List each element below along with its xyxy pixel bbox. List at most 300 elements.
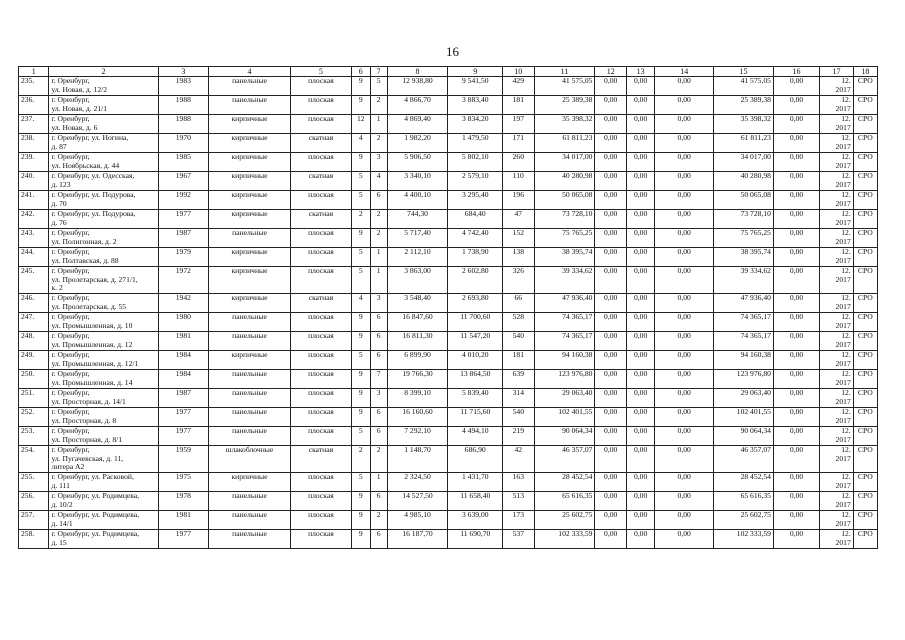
cost-col-15-cell: 39 334,62: [714, 267, 774, 294]
cost-col-13-cell: 0,00: [626, 492, 654, 511]
roof-type-cell: плоская: [290, 96, 351, 115]
address-line: г. Оренбург,: [51, 247, 90, 256]
floors-cell: 5: [351, 191, 370, 210]
date-year: 2017: [835, 320, 851, 330]
floors-cell: 9: [351, 153, 370, 172]
planned-date-cell: [820, 370, 854, 389]
planned-date-cell: [820, 332, 854, 351]
date-year: 2017: [835, 499, 851, 509]
column-header-15: 15: [714, 67, 774, 77]
total-area-cell: 16 160,60: [387, 408, 448, 427]
cost-col-15-cell: 90 064,34: [714, 427, 774, 446]
residents-cell: 540: [503, 408, 535, 427]
method-cell: СРО: [853, 530, 877, 549]
cost-col-12-cell: 0,00: [595, 210, 627, 229]
address-line: литера А2: [51, 462, 85, 472]
total-area-cell: 16 187,70: [387, 530, 448, 549]
residents-cell: 513: [503, 492, 535, 511]
living-area-cell: 1 479,50: [448, 134, 503, 153]
total-cost-cell: 90 064,34: [534, 427, 595, 446]
cost-col-13-cell: 0,00: [626, 172, 654, 191]
year-built-cell: 1984: [158, 370, 208, 389]
row-number-cell: 257.: [19, 511, 49, 530]
date-month: 12.: [841, 426, 851, 435]
address-cell: [49, 351, 158, 370]
address-cell: [49, 248, 158, 267]
address-cell: [49, 530, 158, 549]
table-row: [19, 408, 878, 427]
wall-material-cell: кирпичные: [209, 248, 291, 267]
total-area-cell: 3 863,00: [387, 267, 448, 294]
wall-material-cell: панельные: [209, 313, 291, 332]
row-number-cell: 239.: [19, 153, 49, 172]
total-area-cell: 4 866,70: [387, 96, 448, 115]
residents-cell: 163: [503, 473, 535, 492]
year-built-cell: 1987: [158, 229, 208, 248]
entrances-cell: 2: [370, 511, 387, 530]
cost-col-15-cell: 25 602,75: [714, 511, 774, 530]
living-area-cell: 1 738,90: [448, 248, 503, 267]
residents-cell: 528: [503, 313, 535, 332]
living-area-cell: 3 834,20: [448, 115, 503, 134]
residents-cell: 540: [503, 332, 535, 351]
row-number-cell: 246.: [19, 294, 49, 313]
column-header-9: 9: [448, 67, 503, 77]
cost-col-15-cell: 25 389,38: [714, 96, 774, 115]
cost-col-14-cell: 0,00: [655, 267, 714, 294]
cost-col-16-cell: 0,00: [773, 427, 819, 446]
living-area-cell: 686,90: [448, 446, 503, 473]
floors-cell: 9: [351, 77, 370, 96]
total-area-cell: 8 399,10: [387, 389, 448, 408]
roof-type-cell: плоская: [290, 313, 351, 332]
address-line: ул. Промышленная, д. 14: [51, 377, 133, 387]
method-cell: СРО: [853, 389, 877, 408]
roof-type-cell: плоская: [290, 492, 351, 511]
total-cost-cell: 40 280,98: [534, 172, 595, 191]
total-cost-cell: 35 398,32: [534, 115, 595, 134]
total-cost-cell: 61 811,23: [534, 134, 595, 153]
cost-col-15-cell: 46 357,07: [714, 446, 774, 473]
table-row: [19, 313, 878, 332]
cost-col-14-cell: 0,00: [655, 77, 714, 96]
date-month: 12.: [841, 95, 851, 104]
address-line: д. 70: [51, 198, 67, 208]
floors-cell: 9: [351, 530, 370, 549]
planned-date-cell: [820, 191, 854, 210]
column-header-5: 5: [290, 67, 351, 77]
cost-col-12-cell: 0,00: [595, 172, 627, 191]
planned-date-cell: [820, 248, 854, 267]
address-line: ул. Полтавская, д. 88: [51, 255, 119, 265]
total-cost-cell: 34 017,00: [534, 153, 595, 172]
cost-col-14-cell: 0,00: [655, 530, 714, 549]
address-line: г. Оренбург,: [51, 114, 90, 123]
column-header-2: 2: [49, 67, 158, 77]
floors-cell: 5: [351, 427, 370, 446]
date-year: 2017: [835, 122, 851, 132]
total-cost-cell: 102 401,55: [534, 408, 595, 427]
date-month: 12.: [841, 247, 851, 256]
total-cost-cell: 29 063,40: [534, 389, 595, 408]
address-cell: [49, 332, 158, 351]
entrances-cell: 4: [370, 172, 387, 191]
year-built-cell: 1977: [158, 408, 208, 427]
date-month: 12.: [841, 529, 851, 538]
cost-col-12-cell: 0,00: [595, 77, 627, 96]
wall-material-cell: кирпичные: [209, 172, 291, 191]
method-cell: СРО: [853, 511, 877, 530]
address-line: г. Оренбург,: [51, 228, 90, 237]
roof-type-cell: плоская: [290, 248, 351, 267]
cost-col-13-cell: 0,00: [626, 248, 654, 267]
cost-col-15-cell: 50 065,08: [714, 191, 774, 210]
cost-col-12-cell: 0,00: [595, 153, 627, 172]
column-header-16: 16: [773, 67, 819, 77]
cost-col-16-cell: 0,00: [773, 248, 819, 267]
address-line: ул. Пролетарская, д. 55: [51, 301, 127, 311]
residents-cell: 110: [503, 172, 535, 191]
table-row: [19, 492, 878, 511]
column-header-1: 1: [19, 67, 49, 77]
roof-type-cell: плоская: [290, 370, 351, 389]
residents-cell: 197: [503, 115, 535, 134]
cost-col-15-cell: 94 160,38: [714, 351, 774, 370]
cost-col-15-cell: 28 452,54: [714, 473, 774, 492]
address-cell: [49, 473, 158, 492]
floors-cell: 5: [351, 248, 370, 267]
column-header-3: 3: [158, 67, 208, 77]
cost-col-15-cell: 38 395,74: [714, 248, 774, 267]
wall-material-cell: панельные: [209, 427, 291, 446]
roof-type-cell: плоская: [290, 408, 351, 427]
entrances-cell: 1: [370, 267, 387, 294]
residents-cell: 196: [503, 191, 535, 210]
table-body: [19, 67, 878, 549]
cost-col-16-cell: 0,00: [773, 446, 819, 473]
living-area-cell: 2 579,10: [448, 172, 503, 191]
row-number-cell: 256.: [19, 492, 49, 511]
date-month: 12.: [841, 76, 851, 85]
entrances-cell: 6: [370, 530, 387, 549]
entrances-cell: 2: [370, 96, 387, 115]
table-row: [19, 77, 878, 96]
residents-cell: 326: [503, 267, 535, 294]
cost-col-16-cell: 0,00: [773, 294, 819, 313]
address-line: ул. Промышленная, д. 10: [51, 320, 133, 330]
row-number-cell: 248.: [19, 332, 49, 351]
address-line: д. 10/2: [51, 499, 73, 509]
address-line: к. 2: [51, 283, 63, 293]
total-area-cell: 6 899,90: [387, 351, 448, 370]
total-cost-cell: 75 765,25: [534, 229, 595, 248]
wall-material-cell: кирпичные: [209, 351, 291, 370]
cost-col-14-cell: 0,00: [655, 492, 714, 511]
date-year: 2017: [835, 537, 851, 547]
entrances-cell: 1: [370, 248, 387, 267]
entrances-cell: 2: [370, 446, 387, 473]
address-line: г. Оренбург,: [51, 369, 90, 378]
total-area-cell: 19 766,30: [387, 370, 448, 389]
total-area-cell: 4 985,10: [387, 511, 448, 530]
planned-date-cell: [820, 96, 854, 115]
total-cost-cell: 74 365,17: [534, 313, 595, 332]
wall-material-cell: панельные: [209, 492, 291, 511]
cost-col-16-cell: 0,00: [773, 267, 819, 294]
cost-col-12-cell: 0,00: [595, 115, 627, 134]
cost-col-15-cell: 73 728,10: [714, 210, 774, 229]
cost-col-13-cell: 0,00: [626, 96, 654, 115]
entrances-cell: 2: [370, 229, 387, 248]
date-month: 12.: [841, 152, 851, 161]
living-area-cell: 684,40: [448, 210, 503, 229]
living-area-cell: 11 715,60: [448, 408, 503, 427]
living-area-cell: 11 547,20: [448, 332, 503, 351]
year-built-cell: 1988: [158, 115, 208, 134]
total-cost-cell: 94 160,38: [534, 351, 595, 370]
entrances-cell: 3: [370, 389, 387, 408]
table-row: [19, 446, 878, 473]
table-row: [19, 210, 878, 229]
cost-col-15-cell: 75 765,25: [714, 229, 774, 248]
row-number-cell: 238.: [19, 134, 49, 153]
year-built-cell: 1942: [158, 294, 208, 313]
table-row: [19, 191, 878, 210]
total-cost-cell: 41 575,05: [534, 77, 595, 96]
residents-cell: 639: [503, 370, 535, 389]
address-line: г. Оренбург,: [51, 95, 90, 104]
row-number-cell: 240.: [19, 172, 49, 191]
row-number-cell: 245.: [19, 267, 49, 294]
floors-cell: 5: [351, 267, 370, 294]
table-row: [19, 530, 878, 549]
cost-col-16-cell: 0,00: [773, 530, 819, 549]
cost-col-13-cell: 0,00: [626, 473, 654, 492]
cost-col-12-cell: 0,00: [595, 492, 627, 511]
planned-date-cell: [820, 511, 854, 530]
date-month: 12.: [841, 228, 851, 237]
address-cell: [49, 153, 158, 172]
cost-col-14-cell: 0,00: [655, 294, 714, 313]
floors-cell: 2: [351, 210, 370, 229]
year-built-cell: 1959: [158, 446, 208, 473]
column-header-18: 18: [853, 67, 877, 77]
address-line: ул. Просторная, д. 8: [51, 415, 117, 425]
table-row: [19, 370, 878, 389]
address-line: д. 87: [51, 141, 67, 151]
cost-col-13-cell: 0,00: [626, 511, 654, 530]
year-built-cell: 1981: [158, 332, 208, 351]
address-line: г. Оренбург, ул. Подурова,: [51, 209, 136, 218]
cost-col-12-cell: 0,00: [595, 530, 627, 549]
residents-cell: 260: [503, 153, 535, 172]
column-header-11: 11: [534, 67, 595, 77]
table-row: [19, 511, 878, 530]
cost-col-16-cell: 0,00: [773, 115, 819, 134]
planned-date-cell: [820, 172, 854, 191]
date-month: 12.: [841, 491, 851, 500]
cost-col-13-cell: 0,00: [626, 294, 654, 313]
column-header-8: 8: [387, 67, 448, 77]
total-area-cell: 4 400,10: [387, 191, 448, 210]
method-cell: СРО: [853, 408, 877, 427]
cost-col-14-cell: 0,00: [655, 473, 714, 492]
total-cost-cell: 25 389,38: [534, 96, 595, 115]
cost-col-15-cell: 102 401,55: [714, 408, 774, 427]
date-year: 2017: [835, 377, 851, 387]
planned-date-cell: [820, 389, 854, 408]
table-row: [19, 351, 878, 370]
address-line: г. Оренбург, ул. Родимцева,: [51, 510, 140, 519]
cost-col-16-cell: 0,00: [773, 191, 819, 210]
cost-col-12-cell: 0,00: [595, 229, 627, 248]
table-row: [19, 332, 878, 351]
roof-type-cell: плоская: [290, 473, 351, 492]
address-cell: [49, 446, 158, 473]
address-line: ул. Пугачевская, д. 11,: [51, 453, 124, 463]
date-year: 2017: [835, 103, 851, 113]
method-cell: СРО: [853, 332, 877, 351]
cost-col-15-cell: 40 280,98: [714, 172, 774, 191]
cost-col-14-cell: 0,00: [655, 210, 714, 229]
address-cell: [49, 134, 158, 153]
total-cost-cell: 47 936,40: [534, 294, 595, 313]
date-month: 12.: [841, 445, 851, 454]
address-line: г. Оренбург, ул. Родимцева,: [51, 529, 140, 538]
floors-cell: 9: [351, 229, 370, 248]
address-line: г. Оренбург, ул. Родимцева,: [51, 491, 140, 500]
row-number-cell: 235.: [19, 77, 49, 96]
date-year: 2017: [835, 434, 851, 444]
entrances-cell: 3: [370, 153, 387, 172]
cost-col-14-cell: 0,00: [655, 389, 714, 408]
row-number-cell: 241.: [19, 191, 49, 210]
year-built-cell: 1967: [158, 172, 208, 191]
planned-date-cell: [820, 427, 854, 446]
wall-material-cell: кирпичные: [209, 267, 291, 294]
table-row: [19, 115, 878, 134]
roof-type-cell: скатная: [290, 294, 351, 313]
table-row: [19, 96, 878, 115]
floors-cell: 9: [351, 511, 370, 530]
cost-col-12-cell: 0,00: [595, 313, 627, 332]
total-area-cell: 5 906,50: [387, 153, 448, 172]
method-cell: СРО: [853, 77, 877, 96]
year-built-cell: 1992: [158, 191, 208, 210]
roof-type-cell: плоская: [290, 229, 351, 248]
column-header-12: 12: [595, 67, 627, 77]
cost-col-14-cell: 0,00: [655, 191, 714, 210]
entrances-cell: 3: [370, 294, 387, 313]
residents-cell: 152: [503, 229, 535, 248]
total-area-cell: 2 112,10: [387, 248, 448, 267]
cost-col-13-cell: 0,00: [626, 351, 654, 370]
date-month: 12.: [841, 133, 851, 142]
living-area-cell: 5 839,40: [448, 389, 503, 408]
cost-col-14-cell: 0,00: [655, 332, 714, 351]
wall-material-cell: кирпичные: [209, 153, 291, 172]
living-area-cell: 3 883,40: [448, 96, 503, 115]
roof-type-cell: скатная: [290, 134, 351, 153]
planned-date-cell: [820, 473, 854, 492]
total-area-cell: 14 527,50: [387, 492, 448, 511]
entrances-cell: 7: [370, 370, 387, 389]
planned-date-cell: [820, 115, 854, 134]
cost-col-15-cell: 41 575,05: [714, 77, 774, 96]
total-cost-cell: 25 602,75: [534, 511, 595, 530]
floors-cell: 5: [351, 172, 370, 191]
date-month: 12.: [841, 171, 851, 180]
row-number-cell: 244.: [19, 248, 49, 267]
roof-type-cell: плоская: [290, 115, 351, 134]
total-area-cell: 4 869,40: [387, 115, 448, 134]
cost-col-15-cell: 65 616,35: [714, 492, 774, 511]
wall-material-cell: кирпичные: [209, 191, 291, 210]
column-header-7: 7: [370, 67, 387, 77]
residents-cell: 47: [503, 210, 535, 229]
address-line: ул. Новая, д. 6: [51, 122, 98, 132]
planned-date-cell: [820, 492, 854, 511]
method-cell: СРО: [853, 427, 877, 446]
wall-material-cell: панельные: [209, 370, 291, 389]
total-cost-cell: 38 395,74: [534, 248, 595, 267]
method-cell: СРО: [853, 473, 877, 492]
roof-type-cell: плоская: [290, 530, 351, 549]
cost-col-14-cell: 0,00: [655, 351, 714, 370]
column-number-header-row: [19, 67, 878, 77]
total-cost-cell: 123 976,80: [534, 370, 595, 389]
floors-cell: 12: [351, 115, 370, 134]
row-number-cell: 236.: [19, 96, 49, 115]
total-area-cell: 744,30: [387, 210, 448, 229]
column-header-14: 14: [655, 67, 714, 77]
row-number-cell: 251.: [19, 389, 49, 408]
wall-material-cell: кирпичные: [209, 294, 291, 313]
row-number-cell: 243.: [19, 229, 49, 248]
residents-cell: 171: [503, 134, 535, 153]
address-line: д. 76: [51, 217, 67, 227]
year-built-cell: 1977: [158, 210, 208, 229]
row-number-cell: 254.: [19, 446, 49, 473]
cost-col-15-cell: 74 365,17: [714, 332, 774, 351]
total-area-cell: 5 717,40: [387, 229, 448, 248]
planned-date-cell: [820, 77, 854, 96]
total-area-cell: 1 982,20: [387, 134, 448, 153]
cost-col-12-cell: 0,00: [595, 351, 627, 370]
address-cell: [49, 511, 158, 530]
entrances-cell: 6: [370, 351, 387, 370]
cost-col-16-cell: 0,00: [773, 408, 819, 427]
cost-col-15-cell: 61 811,23: [714, 134, 774, 153]
cost-col-16-cell: 0,00: [773, 96, 819, 115]
floors-cell: 9: [351, 408, 370, 427]
cost-col-13-cell: 0,00: [626, 332, 654, 351]
residents-cell: 314: [503, 389, 535, 408]
date-month: 12.: [841, 266, 851, 275]
address-line: ул. Просторная, д. 14/1: [51, 396, 126, 406]
date-year: 2017: [835, 480, 851, 490]
floors-cell: 5: [351, 351, 370, 370]
entrances-cell: 6: [370, 408, 387, 427]
residents-cell: 42: [503, 446, 535, 473]
year-built-cell: 1978: [158, 492, 208, 511]
total-cost-cell: 65 616,35: [534, 492, 595, 511]
address-line: г. Оренбург,: [51, 293, 90, 302]
floors-cell: 9: [351, 96, 370, 115]
floors-cell: 4: [351, 134, 370, 153]
total-cost-cell: 28 452,54: [534, 473, 595, 492]
cost-col-12-cell: 0,00: [595, 427, 627, 446]
